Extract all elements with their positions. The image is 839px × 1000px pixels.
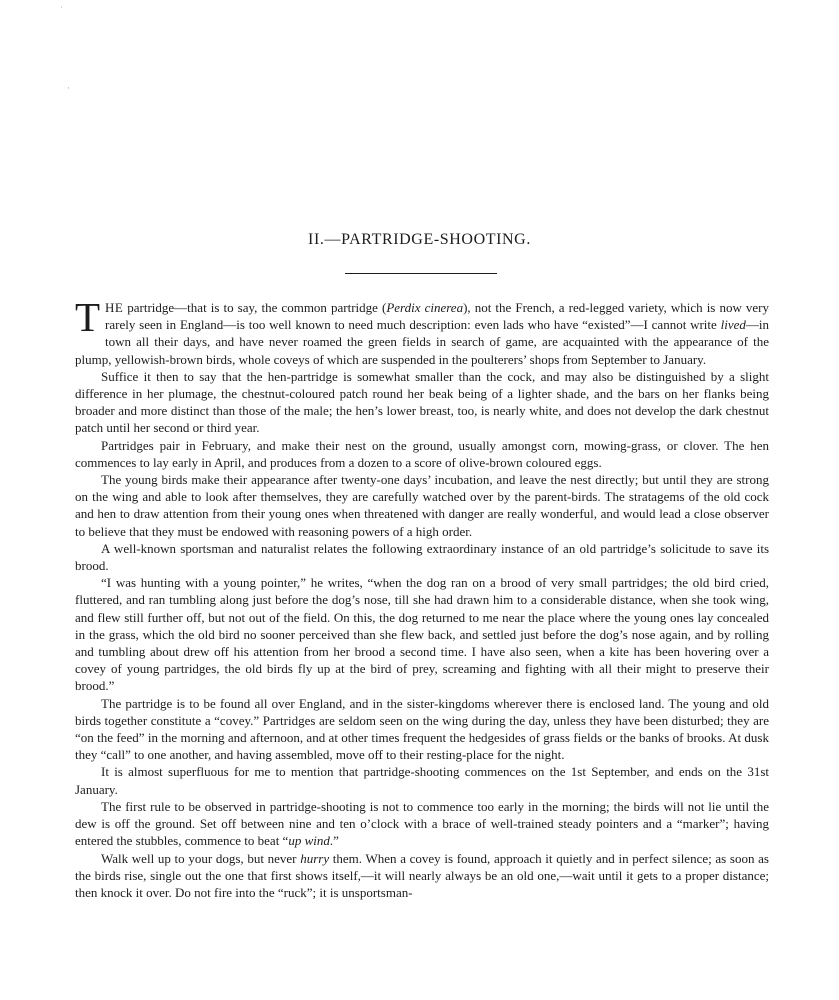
- paragraph-2: Suffice it then to say that the hen-partridge is somewhat smaller than the cock, and may also be distinguished by a slight difference in her plumage, the chestnut-coloured patch round her beak being of a lighter shade, and the bars on her flanks being broader and more distinct than those of the male; the hen’s lower breast, too, is nearly white, and does not develop the dark chestnut patch until her second or third year.: [75, 368, 769, 436]
- text-run: ), not the French, a red-legged variety, which is now very rarely seen in England—is too well known to need much description: even lads who have “existed”—I cannot write: [105, 300, 770, 333]
- paragraph-3: Partridges pair in February, and make their nest on the ground, usually amongst corn, mowing-grass, or clover. The hen commences to lay early in April, and produces from a dozen to a score of olive-brown coloured eggs.: [75, 437, 769, 470]
- text-run: them. When a covey is found, approach it quietly and in perfect silence; as soon as the birds rise, single out the one that first shows itself,—it will nearly always be an old one,—wait until it gets to a proper distance; then knock it over. Do not fire into the “ruck”; it is unsportsman-: [75, 850, 769, 900]
- italic-term: up wind: [288, 833, 330, 849]
- paragraph-1: [75, 294, 770, 368]
- text-run: partridge—that is to say, the common partridge (: [123, 300, 387, 315]
- paragraph-5: A well-known sportsman and naturalist relates the following extraordinary instance of an old partridge’s solicitude to save its brood.: [75, 540, 769, 574]
- paragraph-4: The young birds make their appearance after twenty-one days’ incubation, and leave the nest directly; but until they are strong on the wing and able to look after themselves, they are carefully watched over by the parent-birds. The stratagems of the old cock and hen to draw attention from their young ones when threatened with danger are really wonderful, and would lead a close observer to believe that they must be endowed with reasoning powers of a high order.: [75, 472, 769, 539]
- title-rule: [345, 273, 497, 274]
- paragraph-6: “I was hunting with a young pointer,” he writes, “when the dog ran on a brood of very small partridges; the old bird cried, fluttered, and ran tumbling along just before the dog’s nose, till she had drawn him to a considerable distance, when she took wing, and flew still further off, but not out of the field. On this, the dog returned to me near the place where the young ones lay concealed in the grass, which the old bird no sooner perceived than she flew back, and settled just before the dog’s nose again, and by rolling and tumbling about drew off his attention from her brood a second time. I have also seen, when a kite has been hovering over a covey of young partridges, the old birds fly up at the bird of prey, screaming and fighting with all their might to preserve their brood.”: [75, 575, 769, 694]
- text-run: —in town all their days, and have never roamed the green fields in search of game, are acquainted with the appearance of the plump, yellowish-brown birds, whole coveys of which are suspended in the poulterers’ shops from September to January.: [75, 317, 769, 367]
- text-run: The first rule to be observed in partridge-shooting is not to commence too early in the morning; the birds will not lie until the dew is off the ground. Set off between nine and ten o’clock with a brace of well-trained steady pointers and a “marker”; having entered the stubbles, commence to beat “: [75, 798, 769, 849]
- paragraph-7: The partridge is to be found all over England, and in the sister-kingdoms wherever there is enclosed land. The young and old birds together constitute a “covey.” Partridges are seldom seen on the wing during the day, unless they have been disturbed; they are “on the feed” in the morning and afternoon, and at other times frequent the hedgesides of grass fields or the banks of brooks. At dusk they “call” to one another, and having assembled, move off to their resting-place for the night.: [75, 695, 769, 763]
- drop-cap: T: [75, 294, 101, 340]
- italic-term: lived: [720, 317, 746, 333]
- paragraph-9: [75, 798, 769, 850]
- italic-term: hurry: [300, 850, 330, 866]
- text-run: Walk well up to your dogs, but never: [101, 850, 301, 866]
- paragraph-8: It is almost superfluous for me to mention that partridge-shooting commences on the 1st September, and ends on the 31st January.: [75, 764, 769, 797]
- body-text: [75, 294, 770, 901]
- margin-speck: ·: [67, 83, 70, 93]
- margin-speck: ˙: [60, 5, 63, 15]
- paragraph-10: [75, 850, 769, 902]
- lead-word: HE: [105, 300, 124, 315]
- text-run: .”: [329, 833, 339, 849]
- italic-term: Perdix cinerea: [386, 300, 464, 315]
- chapter-title: II.—PARTRIDGE-SHOOTING.: [308, 231, 531, 248]
